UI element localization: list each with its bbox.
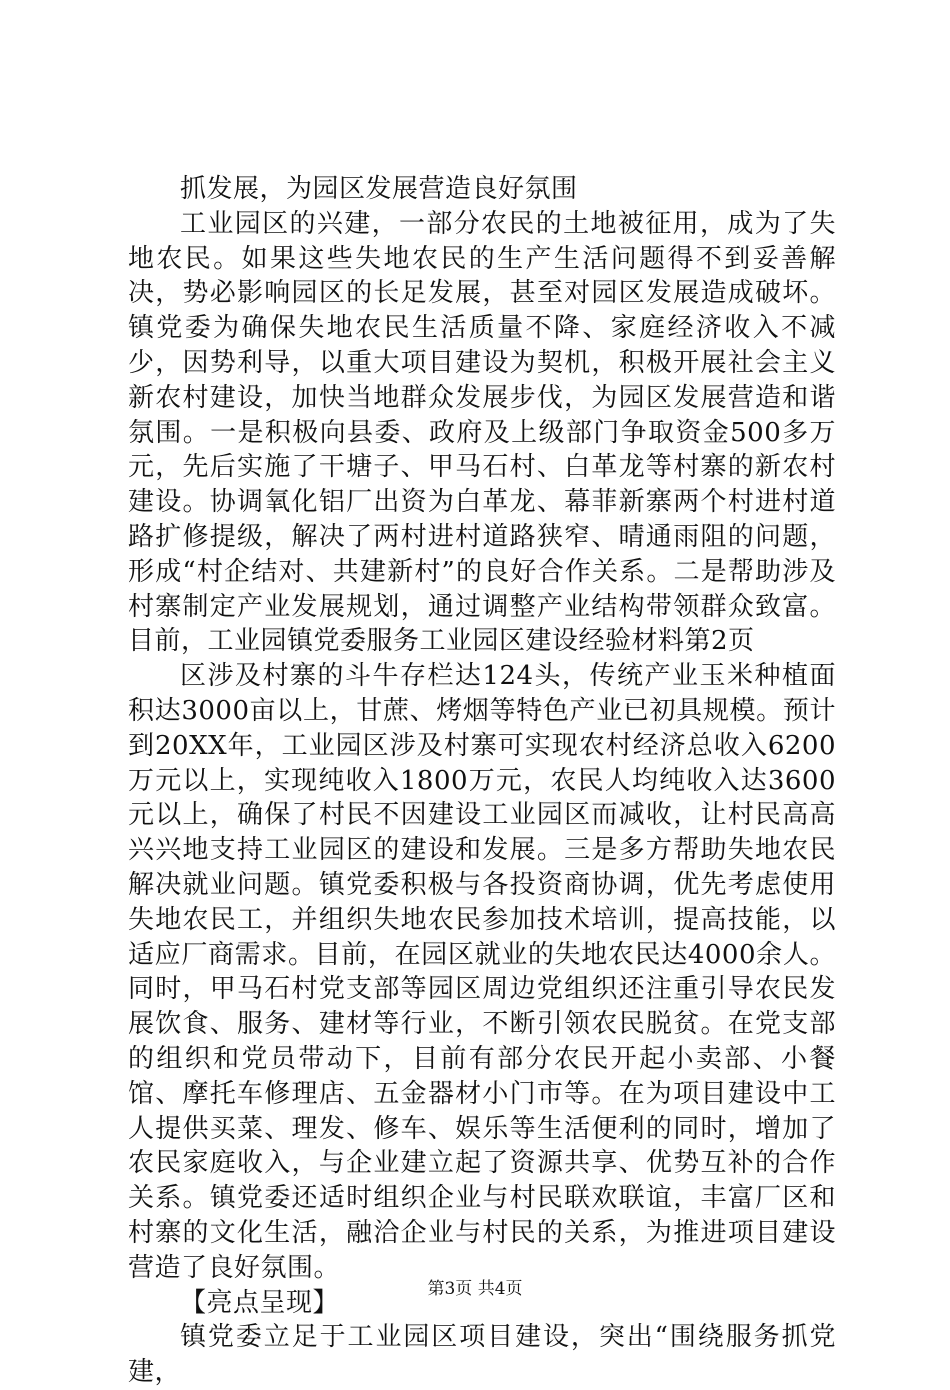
page-number-footer: 第3页 共4页 <box>427 1279 523 1299</box>
section-heading-paragraph: 抓发展，为园区发展营造良好氛围 <box>180 174 578 204</box>
document-body <box>128 172 836 1390</box>
highlights-heading: 【亮点呈现】 <box>180 1287 340 1318</box>
body-paragraph: 镇党委立足于工业园区项目建设，突出“围绕服务抓党建， <box>128 1322 836 1388</box>
body-paragraph: 区涉及村寨的斗牛存栏达124头，传统产业玉米种植面积达3000亩以上，甘蔗、烤烟等特色产业已初具规模。预计到20XX年，工业园区涉及村寨可实现农村经济总收入6200万元以上，实现纯收入1800万元，农民人均纯收入达3600元以上，确保了村民不因建设工业园区而减收，让村民高高兴兴地支持工业园区的建设和发展。三是多方帮助失地农民解决就业问题。镇党委积极与各投资商协调，优先考虑使用失地农民工，并组织失地农民参加技术培训，提高技能，以适应厂商需求。目前，在园区就业的失地农民达4000余人。同时，甲马石村党支部等园区周边党组织还注重引导农民发展饮食、服务、建材等行业，不断引领农民脱贫。在党支部的组织和党员带动下，目前有部分农民开起小卖部、小餐馆、摩托车修理店、五金器材小门市等。在为项目建设中工人提供买菜、理发、修车、娱乐等生活便利的同时，增加了农民家庭收入，与企业建立起了资源共享、优势互补的合作关系。镇党委还适时组织企业与村民联欢联谊，丰富厂区和村寨的文化生活，融洽企业与村民的关系，为推进项目建设营造了良好氛围。 <box>128 661 836 1283</box>
body-paragraph: 工业园区的兴建，一部分农民的土地被征用，成为了失地农民。如果这些失地农民的生产生活问题得不到妥善解决，势必影响园区的长足发展，甚至对园区发展造成破坏。镇党委为确保失地农民生活质量不降、家庭经济收入不减少，因势利导，以重大项目建设为契机，积极开展社会主义新农村建设，加快当地群众发展步伐，为园区发展营造和谐氛围。一是积极向县委、政府及上级部门争取资金500多万元，先后实施了干塘子、甲马石村、白革龙等村寨的新农村建设。协调氧化铝厂出资为白革龙、幕菲新寨两个村进村道路扩修提级，解决了两村进村道路狭窄、晴通雨阻的问题，形成“村企结对、共建新村”的良好合作关系。二是帮助涉及村寨制定产业发展规划，通过调整产业结构带领群众致富。目前，工业园镇党委服务工业园区建设经验材料第2页 <box>128 208 836 657</box>
